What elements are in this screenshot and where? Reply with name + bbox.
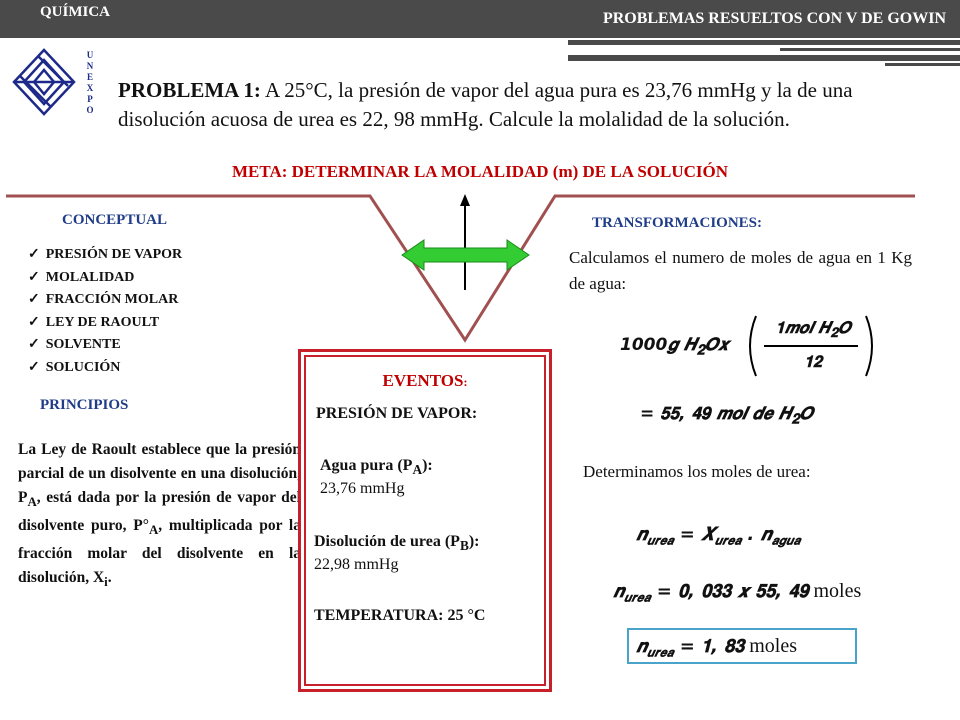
arrow-up-icon: [460, 194, 470, 206]
temperatura-label: TEMPERATURA: 25 °C: [314, 607, 486, 624]
principios-text: La Ley de Raoult establece que la presión parcial de un disolvente en una disolución, $P_A$, está dada por la presión de vapor del disolvente puro, $P^\circ_A$, multiplicada por la fracción molar del disolvente en la disolución, $X_i$.: [18, 441, 301, 590]
equation-2: = 𝟓𝟓, 𝟒𝟗 𝒎𝒐𝒍 𝒅𝒆 𝑯$_𝟐$𝑶: [640, 404, 813, 428]
meta-goal: META: DETERMINAR LA MOLALIDAD (m) DE LA SOLUCIÓN: [231, 162, 729, 181]
concept-item: ✓ SOLVENTE: [28, 334, 182, 357]
transformaciones-heading: TRANSFORMACIONES:: [592, 215, 763, 231]
principios-heading: PRINCIPIOS: [40, 397, 129, 413]
eventos-heading: EVENTOS:: [382, 371, 468, 390]
concept-item: ✓ LEY DE RAOULT: [28, 312, 182, 335]
unexpo-vertical-text: U N E X P O: [86, 50, 94, 115]
header-bar: [0, 0, 960, 38]
problem-statement: [118, 76, 938, 134]
problem-label: PROBLEMA 1:: [118, 78, 261, 102]
header-stripe: [780, 48, 960, 51]
equation-1-denominator: 𝟏𝟐: [804, 352, 822, 371]
unexpo-logo-icon: [10, 46, 80, 118]
concept-item: ✓ MOLALIDAD: [28, 267, 182, 290]
equation-3: 𝒏$_{𝒖𝒓𝒆𝒂}$ = 𝑿$_{𝒖𝒓𝒆𝒂}$ . 𝒏$_{𝒂𝒈𝒖𝒂}$: [636, 524, 801, 548]
disolucion-label: Disolución de urea $(P_B)$:: [314, 533, 480, 554]
concept-item: ✓ PRESIÓN DE VAPOR: [28, 244, 182, 267]
problem-text: A 25°C, la presión de vapor del agua pura es 23,76 mmHg y la de una disolución acuosa de urea es 22, 98 mmHg. Calcule la molalidad de la solución.: [118, 78, 853, 131]
conceptual-list: [28, 244, 182, 379]
conceptual-heading: CONCEPTUAL: [62, 212, 168, 228]
step1-text: Calculamos el numero de moles de agua en 1 Kg de agua:: [569, 248, 912, 293]
equation-1-left: 1000𝒈 𝑯$_𝟐$𝑶𝒙: [620, 335, 729, 359]
concept-item: ✓ SOLUCIÓN: [28, 357, 182, 380]
concept-item: ✓ FRACCIÓN MOLAR: [28, 289, 182, 312]
subject-label: QUÍMICA: [40, 4, 110, 20]
equation-1-numerator: 𝟏𝒎𝒐𝒍 𝑯$_𝟐$𝑶: [775, 318, 851, 342]
header-title: PROBLEMAS RESUELTOS CON V DE GOWIN: [602, 10, 946, 27]
header-stripe: [568, 55, 960, 61]
step2-text: Determinamos los moles de urea:: [583, 462, 811, 481]
agua-value: 23,76 mmHg: [320, 480, 405, 497]
agua-label: Agua pura $(P_A)$:: [320, 457, 433, 478]
presion-label: PRESIÓN DE VAPOR:: [316, 405, 478, 422]
disolucion-value: 22,98 mmHg: [314, 556, 399, 573]
equation-4: 𝒏$_{𝒖𝒓𝒆𝒂}$ = 𝟎, 𝟎𝟑𝟑 𝒙 𝟓𝟓, 𝟒𝟗 moles: [613, 580, 862, 605]
header-stripe: [568, 40, 960, 45]
header-stripe: [885, 63, 960, 66]
equation-5-result: 𝒏$_{𝒖𝒓𝒆𝒂}$ = 𝟏, 𝟖𝟑 moles: [636, 635, 798, 660]
